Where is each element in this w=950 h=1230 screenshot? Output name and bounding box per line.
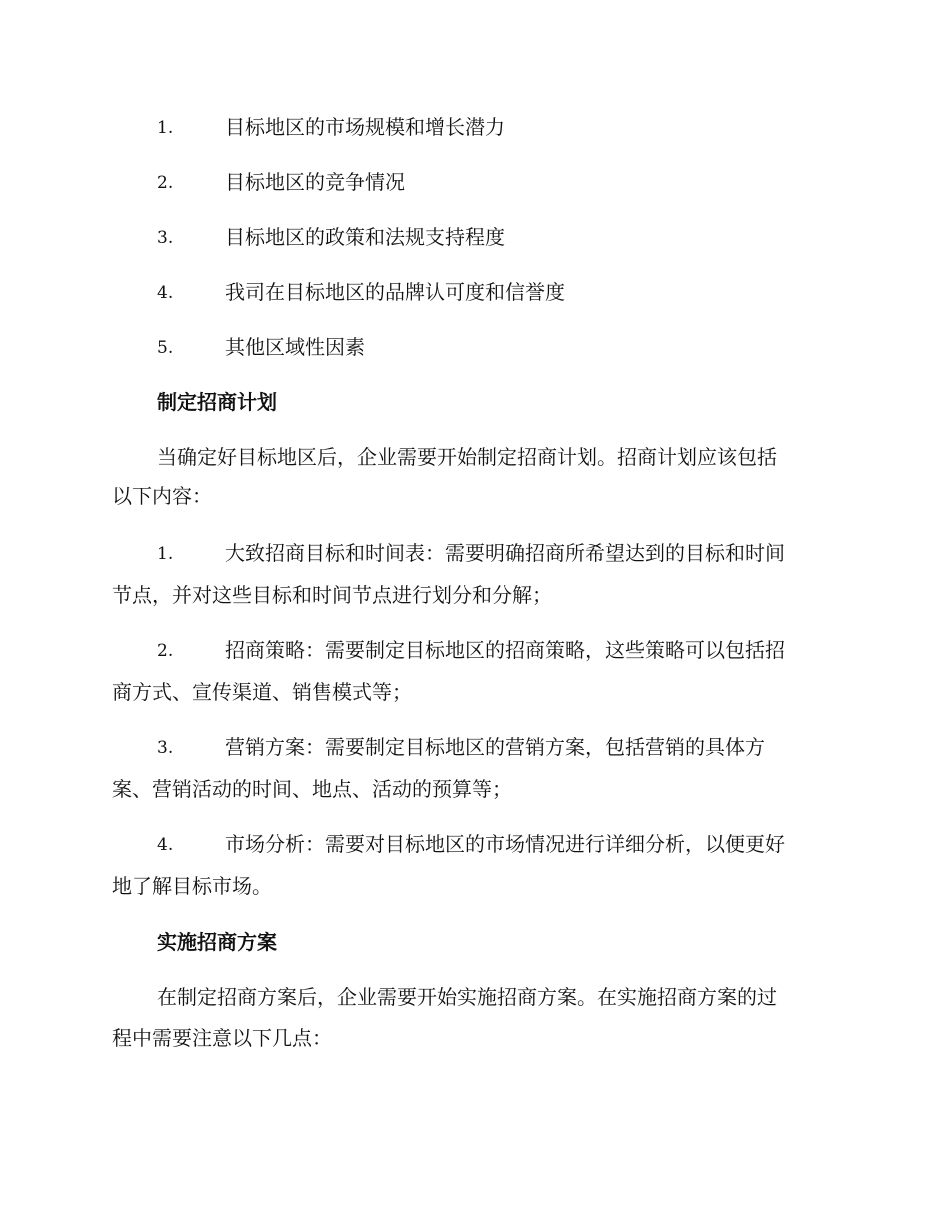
section-heading-plan: 制定招商计划 [157, 390, 277, 414]
list2-item-3-line1: 营销方案：需要制定目标地区的营销方案，包括营销的具体方 [225, 735, 765, 759]
list1-item-2-number: 2. [157, 173, 174, 193]
list2-item-1-line1: 大致招商目标和时间表：需要明确招商所希望达到的目标和时间 [225, 541, 785, 565]
list1-item-1-text: 目标地区的市场规模和增长潜力 [225, 115, 505, 139]
section1-intro-line2: 以下内容： [112, 484, 212, 508]
list1-item-5-text: 其他区域性因素 [225, 335, 365, 359]
list2-item-4-line1: 市场分析：需要对目标地区的市场情况进行详细分析，以便更好 [225, 832, 785, 856]
list1-item-5-number: 5. [157, 338, 174, 358]
list2-item-3-number: 3. [157, 738, 174, 758]
list2-item-4-line2: 地了解目标市场。 [112, 874, 272, 898]
list2-item-2-line1: 招商策略：需要制定目标地区的招商策略，这些策略可以包括招 [225, 638, 785, 662]
list1-item-2-text: 目标地区的竞争情况 [225, 170, 405, 194]
list2-item-2-number: 2. [157, 641, 174, 661]
section2-intro-line1: 在制定招商方案后，企业需要开始实施招商方案。在实施招商方案的过 [157, 985, 777, 1009]
list2-item-1-number: 1. [157, 544, 174, 564]
list1-item-3-number: 3. [157, 228, 174, 248]
list1-item-4-number: 4. [157, 283, 174, 303]
list2-item-1-line2: 节点，并对这些目标和时间节点进行划分和分解； [112, 583, 552, 607]
section1-intro-line1: 当确定好目标地区后，企业需要开始制定招商计划。招商计划应该包括 [157, 445, 777, 469]
section2-intro-line2: 程中需要注意以下几点： [112, 1026, 332, 1050]
list2-item-3-line2: 案、营销活动的时间、地点、活动的预算等； [112, 777, 512, 801]
list1-item-3-text: 目标地区的政策和法规支持程度 [225, 225, 505, 249]
list2-item-4-number: 4. [157, 835, 174, 855]
list1-item-1-number: 1. [157, 118, 174, 138]
list2-item-2-line2: 商方式、宣传渠道、销售模式等； [112, 680, 412, 704]
section-heading-implement: 实施招商方案 [157, 930, 277, 954]
list1-item-4-text: 我司在目标地区的品牌认可度和信誉度 [225, 280, 565, 304]
